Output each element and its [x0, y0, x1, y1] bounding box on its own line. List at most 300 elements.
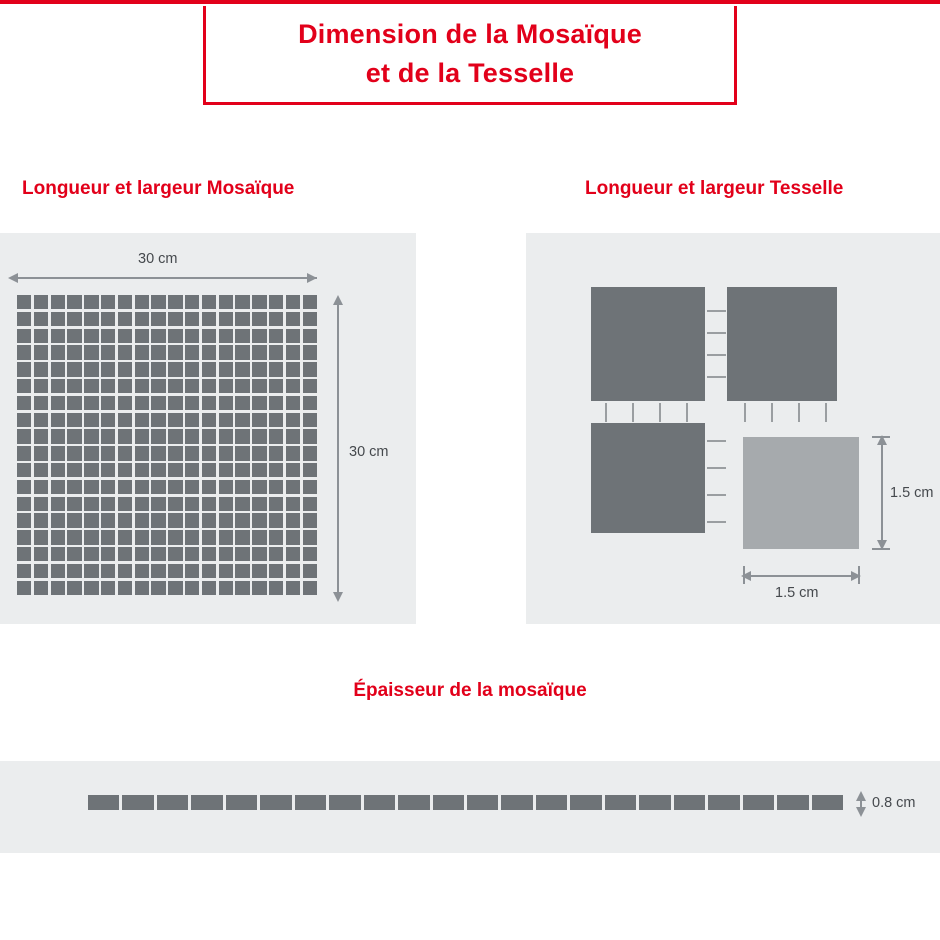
mosaic-tile	[151, 329, 165, 343]
tessella-comb-tick	[707, 467, 726, 469]
mosaic-tile	[34, 429, 48, 443]
tessella-width-cap-right	[858, 566, 860, 584]
mosaic-tile	[252, 362, 266, 376]
mosaic-tile	[135, 463, 149, 477]
mosaic-tile	[235, 530, 249, 544]
mosaic-tile	[84, 329, 98, 343]
mosaic-tile	[101, 480, 115, 494]
tessella-comb-tick	[707, 310, 726, 312]
mosaic-tile	[17, 497, 31, 511]
mosaic-tile	[118, 312, 132, 326]
mosaic-tile	[286, 564, 300, 578]
mosaic-tile	[202, 497, 216, 511]
mosaic-tile	[168, 362, 182, 376]
mosaic-tile	[67, 312, 81, 326]
mosaic-tile	[219, 463, 233, 477]
thickness-segment	[536, 795, 567, 810]
mosaic-tile	[252, 581, 266, 595]
mosaic-tile	[168, 446, 182, 460]
mosaic-tile	[202, 513, 216, 527]
mosaic-tile	[101, 564, 115, 578]
mosaic-height-arrow-up	[333, 295, 343, 305]
mosaic-tile	[269, 547, 283, 561]
tessella-comb-tick	[825, 403, 827, 422]
mosaic-tile	[67, 480, 81, 494]
mosaic-tile	[303, 564, 317, 578]
mosaic-tile	[151, 362, 165, 376]
mosaic-tile	[185, 396, 199, 410]
mosaic-tile	[168, 513, 182, 527]
mosaic-tile	[135, 295, 149, 309]
mosaic-tile	[151, 581, 165, 595]
mosaic-tile	[286, 396, 300, 410]
mosaic-tile	[118, 295, 132, 309]
mosaic-tile	[286, 581, 300, 595]
mosaic-tile	[235, 295, 249, 309]
mosaic-tile	[202, 362, 216, 376]
mosaic-tile	[84, 446, 98, 460]
tessella-height-label: 1.5 cm	[890, 485, 934, 501]
tessella-width-arrow-right	[851, 571, 861, 581]
thickness-segment	[329, 795, 360, 810]
mosaic-tile	[151, 497, 165, 511]
mosaic-tile	[118, 463, 132, 477]
mosaic-tile	[286, 463, 300, 477]
mosaic-tile	[303, 379, 317, 393]
mosaic-tile	[303, 547, 317, 561]
mosaic-tile	[168, 480, 182, 494]
tessella-comb-tick	[686, 403, 688, 422]
tessella-tile-top-left	[591, 287, 705, 401]
mosaic-tile	[135, 497, 149, 511]
tessella-width-label: 1.5 cm	[775, 585, 819, 601]
thickness-segment	[777, 795, 808, 810]
mosaic-tile	[17, 530, 31, 544]
mosaic-tile	[185, 497, 199, 511]
mosaic-tile	[252, 480, 266, 494]
mosaic-height-label: 30 cm	[345, 442, 393, 462]
mosaic-tile	[101, 295, 115, 309]
mosaic-tile	[17, 413, 31, 427]
mosaic-tile	[185, 413, 199, 427]
mosaic-tile	[185, 581, 199, 595]
mosaic-tile	[51, 396, 65, 410]
mosaic-tile	[269, 345, 283, 359]
tessella-comb-tick	[707, 521, 726, 523]
mosaic-tile	[168, 396, 182, 410]
mosaic-tile	[252, 429, 266, 443]
thickness-segment	[88, 795, 119, 810]
mosaic-tile	[101, 362, 115, 376]
mosaic-tile	[17, 513, 31, 527]
mosaic-tile	[235, 345, 249, 359]
mosaic-tile	[202, 295, 216, 309]
mosaic-tile	[51, 480, 65, 494]
mosaic-tile	[34, 329, 48, 343]
mosaic-tile	[84, 581, 98, 595]
thickness-segment	[226, 795, 257, 810]
mosaic-tile	[67, 581, 81, 595]
mosaic-tile	[34, 295, 48, 309]
mosaic-tile	[202, 379, 216, 393]
mosaic-tile	[286, 329, 300, 343]
mosaic-tile	[84, 345, 98, 359]
mosaic-tile	[219, 312, 233, 326]
mosaic-tile	[303, 581, 317, 595]
mosaic-tile	[34, 345, 48, 359]
mosaic-tile	[303, 345, 317, 359]
mosaic-tile	[135, 547, 149, 561]
mosaic-tile	[151, 345, 165, 359]
mosaic-tile	[303, 513, 317, 527]
mosaic-tile	[185, 429, 199, 443]
mosaic-tile	[17, 295, 31, 309]
tessella-height-arrow-line	[881, 442, 883, 544]
mosaic-tile	[269, 295, 283, 309]
mosaic-tile	[67, 513, 81, 527]
thickness-strip	[88, 795, 843, 810]
mosaic-width-arrow-right	[307, 273, 317, 283]
mosaic-tile	[185, 463, 199, 477]
mosaic-tile	[252, 530, 266, 544]
mosaic-tile	[219, 329, 233, 343]
mosaic-tile	[252, 564, 266, 578]
mosaic-tile	[118, 513, 132, 527]
mosaic-tile	[135, 581, 149, 595]
thickness-segment	[398, 795, 429, 810]
mosaic-tile	[185, 446, 199, 460]
tessella-comb-tick	[771, 403, 773, 422]
mosaic-tile	[84, 480, 98, 494]
page-title	[298, 15, 642, 93]
mosaic-tile	[101, 396, 115, 410]
mosaic-tile	[118, 547, 132, 561]
top-accent-rule	[0, 0, 940, 4]
mosaic-tile	[17, 463, 31, 477]
mosaic-tile	[168, 530, 182, 544]
mosaic-tile	[269, 429, 283, 443]
mosaic-tile	[34, 463, 48, 477]
mosaic-tile	[34, 446, 48, 460]
thickness-segment	[812, 795, 843, 810]
thickness-segment	[191, 795, 222, 810]
mosaic-tile	[219, 396, 233, 410]
mosaic-tile	[84, 530, 98, 544]
mosaic-tile	[151, 312, 165, 326]
mosaic-tile	[219, 429, 233, 443]
mosaic-tile	[168, 329, 182, 343]
mosaic-tile	[235, 329, 249, 343]
mosaic-tile	[202, 564, 216, 578]
mosaic-tile	[67, 497, 81, 511]
mosaic-tile	[101, 379, 115, 393]
mosaic-section-heading: Longueur et largeur Mosaïque	[22, 178, 295, 199]
tessella-comb-tick	[659, 403, 661, 422]
tessella-tile-bottom-right-highlight	[743, 437, 859, 549]
mosaic-tile	[51, 379, 65, 393]
mosaic-tile	[235, 362, 249, 376]
thickness-segment	[605, 795, 636, 810]
mosaic-tile	[235, 379, 249, 393]
mosaic-width-arrow-line	[14, 277, 317, 279]
mosaic-tile	[101, 446, 115, 460]
mosaic-tile	[235, 396, 249, 410]
mosaic-tile	[51, 329, 65, 343]
mosaic-tile	[286, 429, 300, 443]
mosaic-tile	[51, 345, 65, 359]
mosaic-tile	[67, 396, 81, 410]
mosaic-tile	[252, 513, 266, 527]
mosaic-tile	[269, 379, 283, 393]
mosaic-tile	[286, 513, 300, 527]
mosaic-tile	[17, 379, 31, 393]
tessella-comb-tick	[605, 403, 607, 422]
mosaic-tile	[17, 429, 31, 443]
mosaic-tile	[219, 362, 233, 376]
mosaic-tile	[51, 362, 65, 376]
mosaic-tile	[101, 413, 115, 427]
tessella-comb-tick	[707, 332, 726, 334]
tessella-comb-tick	[632, 403, 634, 422]
thickness-segment	[467, 795, 498, 810]
mosaic-tile	[118, 581, 132, 595]
thickness-segment	[295, 795, 326, 810]
thickness-segment	[122, 795, 153, 810]
mosaic-tile	[34, 564, 48, 578]
mosaic-tile	[118, 480, 132, 494]
tessella-width-arrow-line	[750, 575, 854, 577]
tessella-comb-tick	[707, 354, 726, 356]
mosaic-tile	[34, 513, 48, 527]
mosaic-tile	[202, 329, 216, 343]
mosaic-tile	[151, 513, 165, 527]
thickness-section-heading: Épaisseur de la mosaïque	[353, 680, 587, 701]
mosaic-tile	[84, 396, 98, 410]
mosaic-tile	[151, 547, 165, 561]
mosaic-tile	[118, 329, 132, 343]
mosaic-tile	[67, 530, 81, 544]
mosaic-tile	[303, 329, 317, 343]
mosaic-tile	[135, 413, 149, 427]
mosaic-tile	[118, 530, 132, 544]
mosaic-tile	[303, 362, 317, 376]
mosaic-tile	[118, 564, 132, 578]
mosaic-tile	[17, 446, 31, 460]
mosaic-tile	[252, 329, 266, 343]
mosaic-tile	[219, 547, 233, 561]
mosaic-tile	[151, 530, 165, 544]
mosaic-tile	[67, 564, 81, 578]
mosaic-tile	[151, 446, 165, 460]
mosaic-tile	[34, 379, 48, 393]
mosaic-tile	[269, 497, 283, 511]
mosaic-tile	[185, 480, 199, 494]
mosaic-tile	[84, 564, 98, 578]
mosaic-tile	[168, 413, 182, 427]
mosaic-tile	[135, 429, 149, 443]
thickness-segment	[157, 795, 188, 810]
mosaic-tile	[101, 530, 115, 544]
mosaic-tile	[67, 463, 81, 477]
mosaic-tile	[135, 564, 149, 578]
mosaic-tile	[219, 581, 233, 595]
mosaic-tile	[235, 513, 249, 527]
mosaic-tile	[219, 513, 233, 527]
mosaic-tile	[235, 497, 249, 511]
mosaic-tile	[168, 345, 182, 359]
mosaic-tile	[185, 295, 199, 309]
mosaic-tile	[34, 497, 48, 511]
mosaic-tile	[303, 446, 317, 460]
mosaic-tile	[235, 463, 249, 477]
mosaic-tile	[269, 581, 283, 595]
mosaic-tile	[34, 362, 48, 376]
thickness-segment	[260, 795, 291, 810]
mosaic-tile	[51, 446, 65, 460]
thickness-segment	[570, 795, 601, 810]
thickness-arrow-up	[856, 791, 866, 801]
mosaic-tile	[51, 547, 65, 561]
mosaic-tile	[67, 362, 81, 376]
mosaic-tile	[135, 446, 149, 460]
mosaic-tile	[235, 312, 249, 326]
mosaic-tile	[135, 312, 149, 326]
mosaic-tile	[219, 413, 233, 427]
mosaic-tile	[219, 446, 233, 460]
tessella-comb-tick	[707, 376, 726, 378]
mosaic-tile	[34, 396, 48, 410]
title-line-2: et de la Tesselle	[365, 58, 575, 88]
mosaic-tile	[303, 295, 317, 309]
tessella-section-heading: Longueur et largeur Tesselle	[585, 178, 844, 199]
mosaic-tile	[235, 581, 249, 595]
mosaic-tile	[101, 312, 115, 326]
mosaic-tile	[269, 530, 283, 544]
mosaic-tile	[118, 446, 132, 460]
mosaic-tile	[151, 564, 165, 578]
mosaic-tile	[286, 312, 300, 326]
mosaic-tile	[101, 513, 115, 527]
mosaic-tile	[303, 497, 317, 511]
tessella-comb-tick	[744, 403, 746, 422]
mosaic-tile	[168, 379, 182, 393]
mosaic-tile	[202, 429, 216, 443]
mosaic-tile	[303, 463, 317, 477]
mosaic-tile	[84, 429, 98, 443]
mosaic-tile	[303, 429, 317, 443]
mosaic-tile	[84, 362, 98, 376]
mosaic-tile	[135, 345, 149, 359]
mosaic-tile	[84, 513, 98, 527]
mosaic-tile	[235, 429, 249, 443]
mosaic-tile	[84, 497, 98, 511]
mosaic-tile	[135, 480, 149, 494]
mosaic-tile	[286, 480, 300, 494]
thickness-segment	[674, 795, 705, 810]
mosaic-tile	[17, 329, 31, 343]
mosaic-tile	[67, 345, 81, 359]
mosaic-tile	[51, 312, 65, 326]
mosaic-tile	[135, 379, 149, 393]
tessella-height-cap-bottom	[872, 548, 890, 550]
mosaic-tile	[34, 581, 48, 595]
mosaic-tile	[269, 329, 283, 343]
mosaic-tile	[202, 463, 216, 477]
mosaic-tile	[151, 463, 165, 477]
mosaic-tile	[286, 530, 300, 544]
mosaic-tile	[17, 312, 31, 326]
mosaic-tile	[101, 329, 115, 343]
mosaic-tile	[151, 480, 165, 494]
mosaic-tile	[168, 564, 182, 578]
mosaic-tile	[286, 446, 300, 460]
mosaic-tile	[168, 463, 182, 477]
mosaic-grid	[17, 295, 317, 595]
mosaic-tile	[269, 362, 283, 376]
mosaic-tile	[101, 463, 115, 477]
mosaic-tile	[235, 480, 249, 494]
mosaic-tile	[84, 379, 98, 393]
mosaic-tile	[252, 312, 266, 326]
mosaic-tile	[202, 413, 216, 427]
mosaic-tile	[135, 362, 149, 376]
mosaic-tile	[235, 446, 249, 460]
mosaic-tile	[51, 429, 65, 443]
mosaic-tile	[17, 480, 31, 494]
mosaic-tile	[252, 497, 266, 511]
mosaic-tile	[286, 362, 300, 376]
mosaic-tile	[17, 547, 31, 561]
tessella-comb-tick	[707, 440, 726, 442]
tessella-height-cap-top	[872, 436, 890, 438]
mosaic-tile	[252, 413, 266, 427]
mosaic-tile	[269, 312, 283, 326]
mosaic-tile	[185, 345, 199, 359]
mosaic-tile	[202, 396, 216, 410]
mosaic-tile	[185, 312, 199, 326]
mosaic-tile	[118, 497, 132, 511]
mosaic-tile	[135, 329, 149, 343]
mosaic-tile	[219, 379, 233, 393]
mosaic-tile	[151, 295, 165, 309]
thickness-segment	[364, 795, 395, 810]
mosaic-tile	[135, 513, 149, 527]
mosaic-tile	[269, 413, 283, 427]
mosaic-tile	[135, 530, 149, 544]
thickness-segment	[433, 795, 464, 810]
mosaic-tile	[118, 429, 132, 443]
mosaic-tile	[252, 396, 266, 410]
thickness-segment	[639, 795, 670, 810]
mosaic-tile	[168, 295, 182, 309]
mosaic-tile	[202, 547, 216, 561]
mosaic-tile	[286, 379, 300, 393]
mosaic-tile	[34, 480, 48, 494]
title-line-1: Dimension de la Mosaïque	[298, 18, 642, 49]
mosaic-tile	[34, 312, 48, 326]
mosaic-tile	[84, 463, 98, 477]
mosaic-tile	[202, 446, 216, 460]
mosaic-tile	[67, 329, 81, 343]
thickness-segment	[708, 795, 739, 810]
mosaic-tile	[51, 413, 65, 427]
mosaic-tile	[269, 446, 283, 460]
mosaic-tile	[202, 530, 216, 544]
mosaic-tile	[51, 513, 65, 527]
mosaic-tile	[202, 345, 216, 359]
mosaic-tile	[303, 530, 317, 544]
mosaic-width-label: 30 cm	[138, 251, 178, 267]
